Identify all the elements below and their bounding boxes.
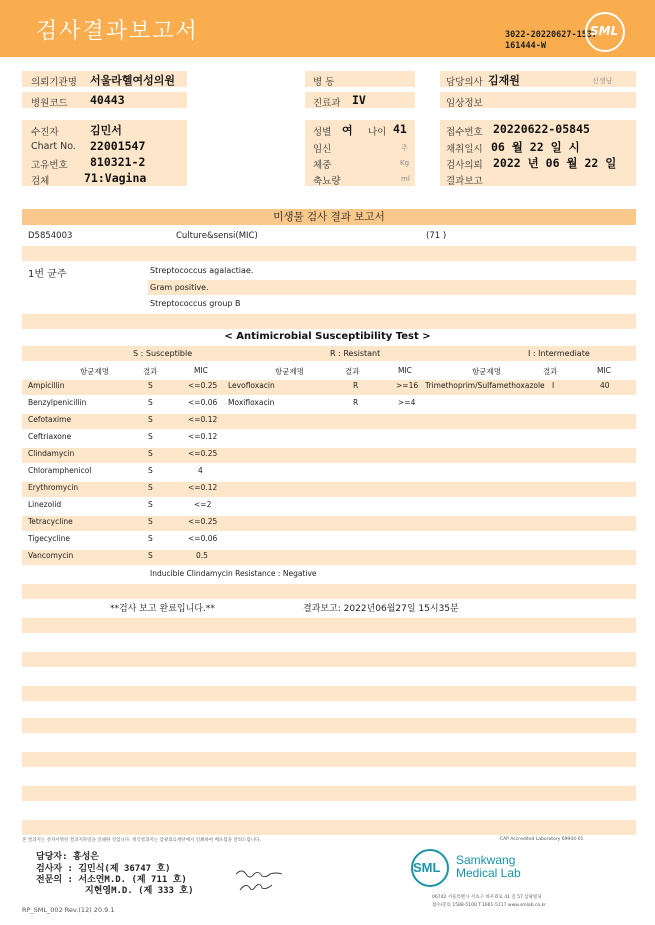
weight-unit: Kg xyxy=(400,159,410,167)
form-code: RP_SML_002 Rev.(12) 20.9.1 xyxy=(22,906,115,914)
urine-unit: ml xyxy=(401,175,410,183)
report-title: 검사결과보고서 xyxy=(36,19,199,44)
col-drug-header: 항균제명 xyxy=(80,367,109,376)
drug-mic: <=0.12 xyxy=(188,432,218,441)
drug-result: S xyxy=(148,534,153,543)
col-result-header: 결과 xyxy=(143,367,158,376)
band xyxy=(22,718,636,733)
weight-label: 체중 xyxy=(313,160,332,171)
hospital-code-label: 병원코드 xyxy=(31,98,68,109)
drug-name: Ceftriaxone xyxy=(28,432,72,441)
drug-name: Vancomycin xyxy=(28,551,74,560)
col-mic-header: MIC xyxy=(597,366,611,375)
micro-section-title: 미생물 검사 결과 보고서 xyxy=(22,209,636,225)
band xyxy=(22,618,636,633)
receipt-value: 20220622-05845 xyxy=(493,122,590,136)
hospital-code-value: 40443 xyxy=(90,93,125,107)
drug-result: R xyxy=(353,398,359,407)
unique-value: 810321-2 xyxy=(90,155,146,169)
drug-name: Moxifloxacin xyxy=(228,398,275,407)
drug-mic: <=0.06 xyxy=(188,534,218,543)
drug-name: Erythromycin xyxy=(28,483,79,492)
drug-result: S xyxy=(148,381,153,390)
band xyxy=(22,652,636,667)
band xyxy=(22,550,636,565)
sex-value: 여 xyxy=(342,124,353,137)
doctor-value: 김재원 xyxy=(488,74,520,87)
clinical-info-label: 임상정보 xyxy=(446,98,483,109)
drug-result: S xyxy=(148,517,153,526)
pregnancy-unit: 주 xyxy=(401,144,408,152)
specialist-1: 전문의 : 서소연M.D. (제 711 호) xyxy=(36,875,187,885)
age-label: 나이 xyxy=(368,127,387,138)
band xyxy=(22,314,636,329)
department-value: IV xyxy=(352,93,366,107)
doctor-label: 담당의사 xyxy=(446,77,483,88)
col-mic-header: MIC xyxy=(398,366,412,375)
micro-code: D5854003 xyxy=(28,231,73,241)
department-label: 진료과 xyxy=(313,98,341,109)
drug-result: S xyxy=(148,432,153,441)
drug-mic: <=0.12 xyxy=(188,483,218,492)
sml-footer-logo xyxy=(410,848,450,888)
legend-resistant: R : Resistant xyxy=(330,349,381,358)
col-result-header: 결과 xyxy=(543,367,558,376)
drug-name: Benzylpenicillin xyxy=(28,398,87,407)
sml-logo-text: SML xyxy=(590,24,619,38)
band xyxy=(148,280,636,295)
drug-name: Tetracycline xyxy=(28,517,73,526)
lab-name-line1: Samkwang xyxy=(456,853,516,867)
patient-label: 수진자 xyxy=(31,127,59,138)
col-drug-header: 항균제명 xyxy=(472,367,501,376)
drug-name: Chloramphenicol xyxy=(28,466,92,475)
institution-label: 의뢰기관명 xyxy=(31,77,77,88)
drug-result: S xyxy=(148,466,153,475)
report-id-line2: 161444-W xyxy=(505,41,546,51)
band xyxy=(22,686,636,701)
institution-value: 서울라헬여성의원 xyxy=(90,74,176,87)
report-label: 결과보고 xyxy=(446,176,483,187)
report-id xyxy=(505,30,597,52)
band xyxy=(22,786,636,801)
drug-result: S xyxy=(148,551,153,560)
band xyxy=(22,584,636,599)
band xyxy=(22,752,636,767)
signatures xyxy=(232,866,292,896)
legend-susceptible: S : Susceptible xyxy=(133,349,193,358)
drug-name: Clindamycin xyxy=(28,449,75,458)
pregnancy-label: 임신 xyxy=(313,144,332,155)
drug-name: Tigecycline xyxy=(28,534,71,543)
drug-mic: <=0.25 xyxy=(188,381,218,390)
col-result-header: 결과 xyxy=(345,367,360,376)
drug-name: Levofloxacin xyxy=(228,381,275,390)
drug-mic: <=0.12 xyxy=(188,415,218,424)
drug-name: Cefotaxime xyxy=(28,415,72,424)
legend-intermediate: I : Intermediate xyxy=(528,349,590,358)
organism-name: Streptococcus agalactiae. xyxy=(150,266,254,275)
drug-result: S xyxy=(148,398,153,407)
ast-title: < Antimicrobial Susceptibility Test > xyxy=(224,331,431,342)
drug-mic: 0.5 xyxy=(196,551,208,560)
sml-footer-logo-text: SML xyxy=(413,860,441,875)
specimen-value: 71:Vagina xyxy=(84,171,147,185)
band xyxy=(22,414,636,429)
patient-value: 김민서 xyxy=(90,124,122,137)
ward-label: 병 동 xyxy=(313,77,335,88)
staff-in-charge: 담당자: 홍성은 xyxy=(36,852,100,862)
sml-logo xyxy=(585,12,625,52)
drug-mic: 4 xyxy=(198,466,203,475)
drug-mic: <=0.25 xyxy=(188,449,218,458)
examiner: 검사자 : 김민식(제 36747 호) xyxy=(36,864,171,874)
lab-name-line2: Medical Lab xyxy=(456,866,521,880)
disclaimer: 본 결과지는 전자서명된 결과지파일을 인쇄한 것입니다. 정식결과지는 삼광의료재단에서 인쇄하여 배포됨을 알려드립니다. xyxy=(22,838,261,843)
specialist-2: 지현영M.D. (제 333 호) xyxy=(85,886,194,896)
drug-mic: <=0.25 xyxy=(188,517,218,526)
micro-test-name: Culture&sensi(MIC) xyxy=(176,231,258,241)
band xyxy=(22,246,636,261)
drug-result: S xyxy=(148,415,153,424)
drug-result: S xyxy=(148,500,153,509)
col-mic-header: MIC xyxy=(194,366,208,375)
report-id-line1: 3022-20220627-1537 xyxy=(505,30,598,40)
drug-result: I xyxy=(552,381,555,390)
sex-label: 성별 xyxy=(313,127,332,138)
lab-address: 06742 서울특별시 서초구 바우뫼로 41 길 57 삼광빌딩 xyxy=(432,895,542,900)
drug-result: S xyxy=(148,483,153,492)
band xyxy=(22,482,636,497)
clindamycin-note: Inducible Clindamycin Resistance : Negative xyxy=(150,569,317,578)
drug-result: R xyxy=(353,381,359,390)
accreditation: CAP Accredited Laboratory 69944-01 xyxy=(500,837,584,842)
urine-label: 축뇨량 xyxy=(313,176,341,187)
report-header xyxy=(0,0,655,57)
receipt-label: 접수번호 xyxy=(446,127,483,138)
unique-label: 고유번호 xyxy=(31,160,68,171)
band xyxy=(22,820,636,835)
report-time: 결과보고: 2022년06월27일 15시35분 xyxy=(303,604,459,614)
organism-gram: Gram positive. xyxy=(150,283,209,292)
micro-test-code: (71 ) xyxy=(426,231,447,241)
specimen-label: 검체 xyxy=(31,176,50,187)
drug-mic: <=0.06 xyxy=(188,398,218,407)
collect-label: 채취일시 xyxy=(446,144,483,155)
chart-value: 22001547 xyxy=(90,139,146,153)
drug-name: Trimethoprim/Sulfamethoxazole xyxy=(425,381,545,390)
request-label: 검사의뢰 xyxy=(446,160,483,171)
col-drug-header: 항균제명 xyxy=(275,367,304,376)
request-value: 2022 년 06 월 22 일 xyxy=(493,156,617,170)
drug-name: Ampicillin xyxy=(28,381,65,390)
completion-text: **검사 보고 완료입니다.** xyxy=(110,604,215,614)
drug-name: Linezolid xyxy=(28,500,62,509)
band xyxy=(22,448,636,463)
lab-name xyxy=(456,854,521,880)
drug-mic: >=16 xyxy=(396,381,419,390)
band xyxy=(22,516,636,531)
colony-label: 1번 균주 xyxy=(28,269,67,280)
lab-contact: 접수/문의 1588-5100 T.1661-5117 www.smlab.co.kr xyxy=(432,903,547,908)
age-value: 41 xyxy=(393,122,407,136)
collect-value: 06 월 22 일 시 xyxy=(491,140,580,154)
drug-result: S xyxy=(148,449,153,458)
organism-group: Streptococcus group B xyxy=(150,299,241,308)
drug-mic: <=2 xyxy=(194,500,212,509)
doctor-suffix: 선생님 xyxy=(592,77,613,85)
drug-mic: >=4 xyxy=(398,398,416,407)
drug-mic: 40 xyxy=(600,381,610,390)
chart-label: Chart No. xyxy=(31,141,76,152)
